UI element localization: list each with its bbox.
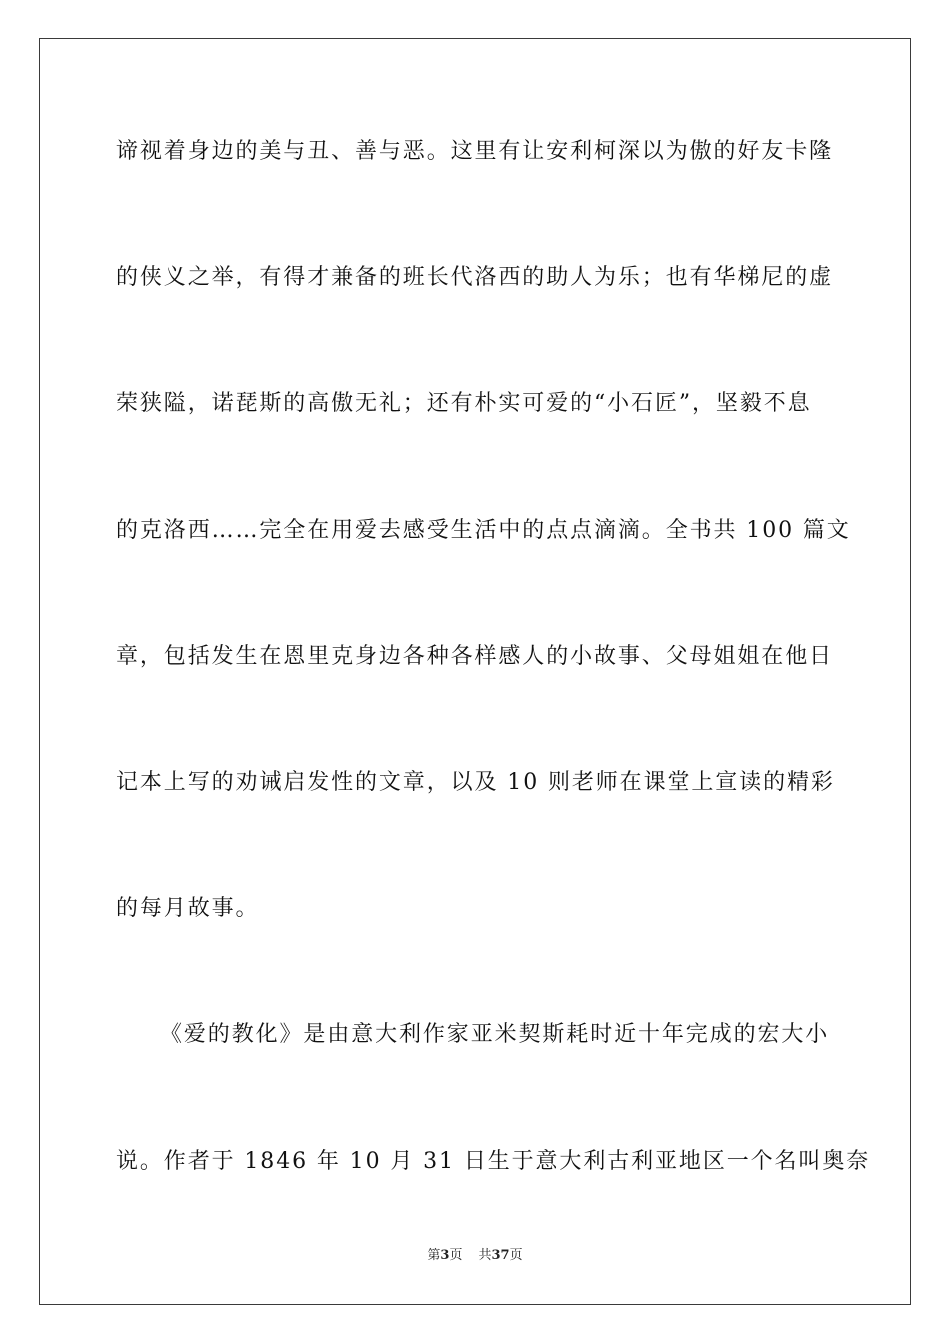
- text-line: 记本上写的劝诫启发性的文章，以及 10 则老师在课堂上宣读的精彩: [116, 769, 835, 795]
- paragraph-start-line: 《爱的教化》是由意大利作家亚米契斯耗时近十年完成的宏大小: [160, 1022, 830, 1048]
- text-line: 的侠义之举，有得才兼备的班长代洛西的助人为乐；也有华梯尼的虚: [116, 265, 834, 291]
- page-suffix: 页: [449, 1248, 463, 1263]
- text-line: 章，包括发生在恩里克身边各种各样感人的小故事、父母姐姐在他日: [116, 643, 834, 669]
- text-line: 的每月故事。: [116, 896, 260, 922]
- text-line: 谛视着身边的美与丑、善与恶。这里有让安利柯深以为傲的好友卡隆: [116, 139, 834, 164]
- total-prefix: 共: [478, 1248, 492, 1263]
- page-footer: [0, 1246, 950, 1266]
- page-number: 3: [440, 1248, 450, 1263]
- text-line: 荣狭隘，诺琵斯的高傲无礼；还有朴实可爱的“小石匠”，坚毅不息: [116, 391, 812, 417]
- total-suffix: 页: [509, 1248, 523, 1263]
- total-pages: 37: [491, 1248, 510, 1263]
- document-body: [116, 128, 871, 1264]
- page-prefix: 第: [427, 1248, 441, 1263]
- text-line: 的克洛西……完全在用爱去感受生活中的点点滴滴。全书共 100 篇文: [116, 517, 851, 543]
- text-line: 说。作者于 1846 年 10 月 31 日生于意大利古利亚地区一个名叫奥奈: [116, 1148, 871, 1174]
